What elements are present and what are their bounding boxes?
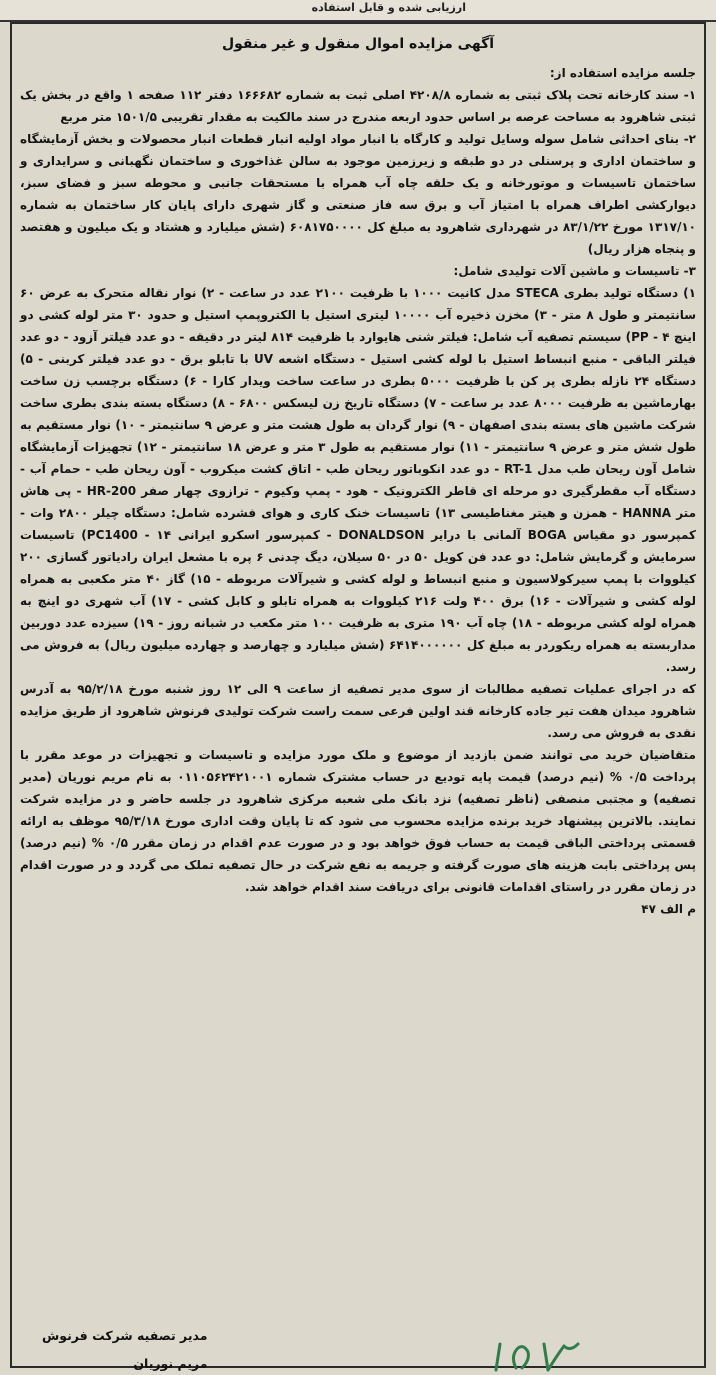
notice-body (20, 62, 696, 920)
paragraph-item-1: ۱- سند کارخانه تحت پلاک ثبتی به شماره ۴۲۰۸/۸ اصلی ثبت به شماره ۱۶۶۶۸۲ دفتر ۱۱۲ صفحه ۱ واقع در بخش یک ثبتی شاهرود به مساحت عرصه بر اساس حدود اربعه مندرج در سند مالکیت به مقدار تقریبی ۱۵۰۱/۵ متر مربع (20, 88, 697, 124)
previous-ad-text: ارزیابی شده و قابل استفاده (311, 1, 466, 14)
notice-title: آگهی مزایده اموال منقول و غیر منقول (221, 36, 495, 52)
paragraph-equipment-list: ۱) دستگاه تولید بطری STECA مدل کانیت ۱۰۰۰ با ظرفیت ۲۱۰۰ عدد در ساعت - ۲) نوار نقاله متحرک به عرض ۶۰ سانتیمتر و طول ۸ متر - ۳) مخزن ذخیره آب ۱۰۰۰۰ لیتری استیل با الکتروپمپ استیل و حدود ۳۰ متر لوله کشی دو اینچ PP - ۴) سیستم تصفیه آب شامل: فیلتر شنی هایوارد با ظرفیت ۸۱۴ لیتر در دقیقه - دو عدد فیلتر آزود - دو عدد فیلتر الباقی - منبع انبساط استیل با لوله کشی استیل - دستگاه اشعه UV با تابلو برق - دو عدد فیلتر کربنی - ۵) دستگاه ۲۴ نازله بطری پر کن با ظرفیت ۵۰۰۰ بطری در ساعت ساخت ویدار کارا - ۶) دستگاه برچسب زن ساخت بهارماشین به ظرفیت ۸۰۰۰ عدد بر ساعت - ۷) دستگاه تاریخ زن لیسکس ۶۸۰۰ - ۸) دستگاه بسته بندی بطری ساخت شرکت ماشین های بسته بندی اصفهان - ۹) نوار گردان به طول هشت متر و عرض ۹ سانتیمتر - ۱۰) نوار مستقیم به طول شش متر و عرض ۹ سانتیمتر - ۱۱) نوار مستقیم به طول ۳ متر و عرض ۱۸ سانتیمتر - ۱۲) تجهیزات آزمایشگاه شامل آون ریحان طب مدل RT-1 - دو عدد انکوباتور ریحان طب - اتاق کشت میکروب - آون ریحان طب - حمام آب - دستگاه آب مقطرگیری دو مرحله ای قاطر الکترونیک - هود - پمپ وکیوم - ترازوی چهار صفر HR-200 - پی هاش متر HANNA - همزن و هیتر مغناطیسی ۱۳) تاسیسات خنک کاری و هوای فشرده شامل: دستگاه چیلر ۲۸۰۰ وات - کمپرسور دو مقیاس BOGA آلمانی با درایر DONALDSON - کمپرسور اسکرو ایرانی PC1400 - ۱۴) تاسیسات سرمایش و گرمایش شامل: دو عدد فن کویل ۵۰ در ۵۰ سیلان، دیگ چدنی ۶ پره با مشعل ایران رادیاتور گسازی ۲۰۰ کیلووات با پمپ سیرکولاسیون و منبع انبساط و لوله کشی و شیرآلات مربوطه - ۱۵) گاز ۴۰ متر مکعبی به همراه لوله کشی و شیرآلات - ۱۶) برق ۴۰۰ ولت ۲۱۶ کیلووات به همراه تابلو و کابل کشی - ۱۷) آب شهری دو اینچ به همراه لوله کشی مربوطه - ۱۸) چاه آب ۱۹۰ متری به ظرفیت ۱۰۰ متر مکعب در شبانه روز - ۱۹) سیزده عدد دوربین مداربسته به همراه ریکوردر به مبلغ کل ۶۴۱۴۰۰۰۰۰۰ (شش میلیارد و چهارصد و چهارده میلیون ریال) به فروش می رسد. (20, 286, 697, 674)
signature-name: مریم نوریان (133, 1356, 208, 1371)
signature-role: مدیر تصفیه شرکت فرنوش (42, 1328, 208, 1343)
handwritten-number-mark (488, 1338, 588, 1374)
paragraph-intro: جلسه مزایده استفاده از: (549, 66, 696, 80)
signature-block (42, 1322, 208, 1375)
auction-notice-box (10, 22, 706, 1371)
paragraph-item-3-heading: ۳- تاسیسات و ماشین آلات تولیدی شامل: (453, 264, 696, 278)
previous-ad-strip (0, 0, 716, 22)
paragraph-reference: م الف ۴۷ (641, 902, 696, 916)
paragraph-item-2: ۲- بنای احداثی شامل سوله وسایل تولید و کارگاه با انبار مواد اولیه انبار قطعات انبار محصولات و بخش آزمایشگاه و ساختمان اداری و پرسنلی در دو طبقه و زیرزمین موجود به سالن غذاخوری و ساختمان نگهبانی و سرایداری و ساختمان تاسیسات و موتورخانه و یک حلقه چاه آب همراه با مستحقات جانبی و محوطه سبز و فضای سبز، دیوارکشی اطراف همراه با امتیاز آب و برق سه فاز صنعتی و گاز شهری دارای پایان کار ساختمان به شماره ۱۳۱۷/۱۰ مورخ ۸۳/۱/۲۲ در شهرداری شاهرود به مبلغ کل ۶۰۸۱۷۵۰۰۰۰ (شش میلیارد و هشتاد و یک میلیون و هفتصد و پنجاه هزار ریال) (20, 132, 696, 256)
paragraph-conditions: متقاضیان خرید می توانند ضمن بازدید از موضوع و ملک مورد مزایده و تاسیسات و تجهیزات در موعد مقرر با پرداخت ۰/۵ % (نیم درصد) قیمت پایه تودیع در حساب مشترک شماره ۰۱۱۰۵۶۲۴۲۱۰۰۱ به نام مریم نوریان (مدیر تصفیه) و مجتبی منصفی (ناظر تصفیه) نزد بانک ملی شعبه مرکزی شاهرود در جلسه حاضر و در مزایده شرکت نمایند. بالاترین پیشنهاد خرید برنده مزایده محسوب می شود که تا پایان وقت اداری مورخ ۹۵/۳/۱۸ موظف به ارائه قسمتی پرداختی الباقی قیمت به حساب فوق خواهد بود و در صورت عدم اقدام در زمان مقرر ۰/۵ % (نیم درصد) پس پرداختی بابت هزینه های صورت گرفته و جریمه به نفع شرکت در حال تصفیه تملک می گردد و در صورت اقدام در زمان مقرر در راستای اقدامات قانونی برای دریافت سند اقدام خواهد شد. (20, 748, 697, 894)
paragraph-auction-time: که در اجرای عملیات تصفیه مطالبات از سوی مدیر تصفیه از ساعت ۹ الی ۱۲ روز شنبه مورخ ۹۵/۲/۱۸ به آدرس شاهرود میدان هفت تیر جاده کارخانه قند اولین فرعی سمت راست شرکت تولیدی فرنوش شاهرود از طریق مزایده نقدی به فروش می رسد. (20, 682, 696, 740)
